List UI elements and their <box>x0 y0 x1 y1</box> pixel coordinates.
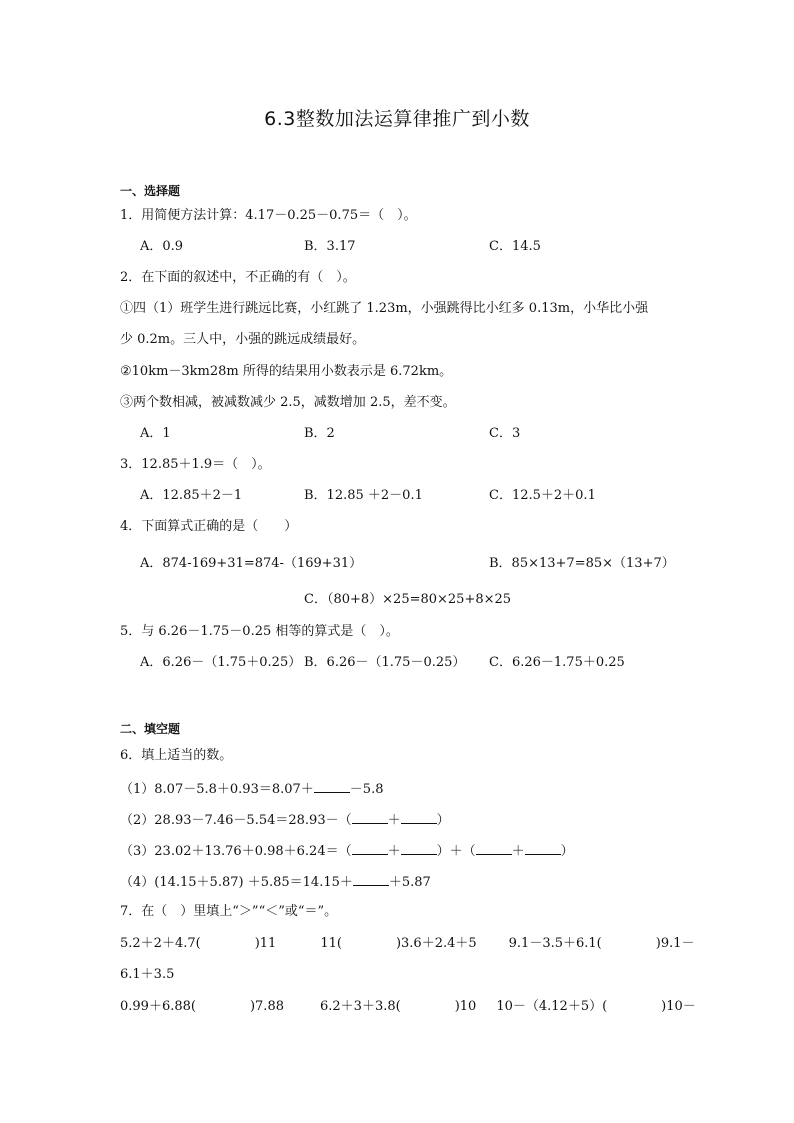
question-2-statement-1-line-2: 少 0.2m。三人中，小强的跳远成绩最好。 <box>120 332 366 347</box>
question-3-option-b: B．12.85 ＋2－0.1 <box>304 488 423 503</box>
question-6-part-3: （3）23.02＋13.76＋0.98＋6.24＝（ ＋ ）＋（ ＋ ） <box>120 841 574 861</box>
question-2-option-a: A．1 <box>140 426 171 441</box>
question-6-part-1: （1）8.07－5.8＋0.93＝8.07＋ －5.8 <box>120 779 383 799</box>
answer-blank[interactable] <box>314 779 350 793</box>
section-heading-choice: 一、选择题 <box>120 184 181 198</box>
question-6-part-2: （2）28.93－7.46－5.54＝28.93－（ ＋ ） <box>120 810 450 830</box>
answer-blank[interactable] <box>476 841 512 855</box>
question-7-row-1: 5.2＋2＋4.7( )11 11( )3.6＋2.4＋5 9.1－3.5＋6.1( )9.1－ <box>120 936 695 951</box>
question-1-stem: 1．用简便方法计算：4.17－0.25－0.75＝（ ）。 <box>120 208 417 223</box>
question-1-option-c: C．14.5 <box>489 239 541 254</box>
question-1-option-a: A．0.9 <box>140 239 184 254</box>
answer-blank[interactable] <box>525 841 561 855</box>
question-2-option-b: B．2 <box>304 426 335 441</box>
question-7-row-2: 6.1＋3.5 <box>120 967 175 982</box>
question-5-option-a: A．6.26－（1.75＋0.25） <box>140 655 302 670</box>
question-3-option-c: C．12.5＋2＋0.1 <box>489 488 596 503</box>
question-2-statement-3: ③两个数相减，被减数减少 2.5，减数增加 2.5，差不变。 <box>120 395 456 410</box>
question-2-statement-2: ②10km－3km28m 所得的结果用小数表示是 6.72km。 <box>120 364 453 379</box>
question-7-stem: 7．在（ ）里填上“＞”“＜”或“＝”。 <box>120 904 338 919</box>
question-4-stem: 4．下面算式正确的是（ ） <box>120 519 298 534</box>
section-heading-fill: 二、填空题 <box>120 722 181 736</box>
question-3-stem: 3．12.85＋1.9＝（ ）。 <box>120 457 271 472</box>
page-title: 6.3整数加法运算律推广到小数 <box>264 108 530 130</box>
question-6-part-4: （4）(14.15＋5.87) ＋5.85＝14.15＋ ＋5.87 <box>120 872 431 892</box>
question-3-option-a: A．12.85＋2－1 <box>140 488 243 503</box>
question-4-option-b: B．85×13+7=85×（13+7） <box>489 556 675 571</box>
question-2-stem: 2．在下面的叙述中，不正确的有（ ）。 <box>120 270 356 285</box>
question-4-option-c: C．（80+8）×25=80×25+8×25 <box>304 592 512 607</box>
question-5-option-b: B．6.26－（1.75－0.25） <box>304 655 466 670</box>
question-4-option-a: A．874-169+31=874-（169+31） <box>140 556 363 571</box>
answer-blank[interactable] <box>352 841 388 855</box>
question-2-statement-1-line-1: ①四（1）班学生进行跳远比赛，小红跳了 1.23m，小强跳得比小红多 0.13m，小华比小强 <box>120 301 649 316</box>
question-1-option-b: B．3.17 <box>304 239 356 254</box>
question-5-stem: 5．与 6.26－1.75－0.25 相等的算式是（ ）。 <box>120 624 399 639</box>
question-7-row-3: 0.99＋6.88( )7.88 6.2＋3＋3.8( )10 10－（4.12＋5）( )10－ <box>120 999 696 1014</box>
question-6-stem: 6．填上适当的数。 <box>120 748 233 763</box>
answer-blank[interactable] <box>353 872 389 886</box>
answer-blank[interactable] <box>401 810 437 824</box>
question-2-option-c: C．3 <box>489 426 521 441</box>
question-5-option-c: C．6.26－1.75＋0.25 <box>489 655 625 670</box>
answer-blank[interactable] <box>352 810 388 824</box>
answer-blank[interactable] <box>401 841 437 855</box>
